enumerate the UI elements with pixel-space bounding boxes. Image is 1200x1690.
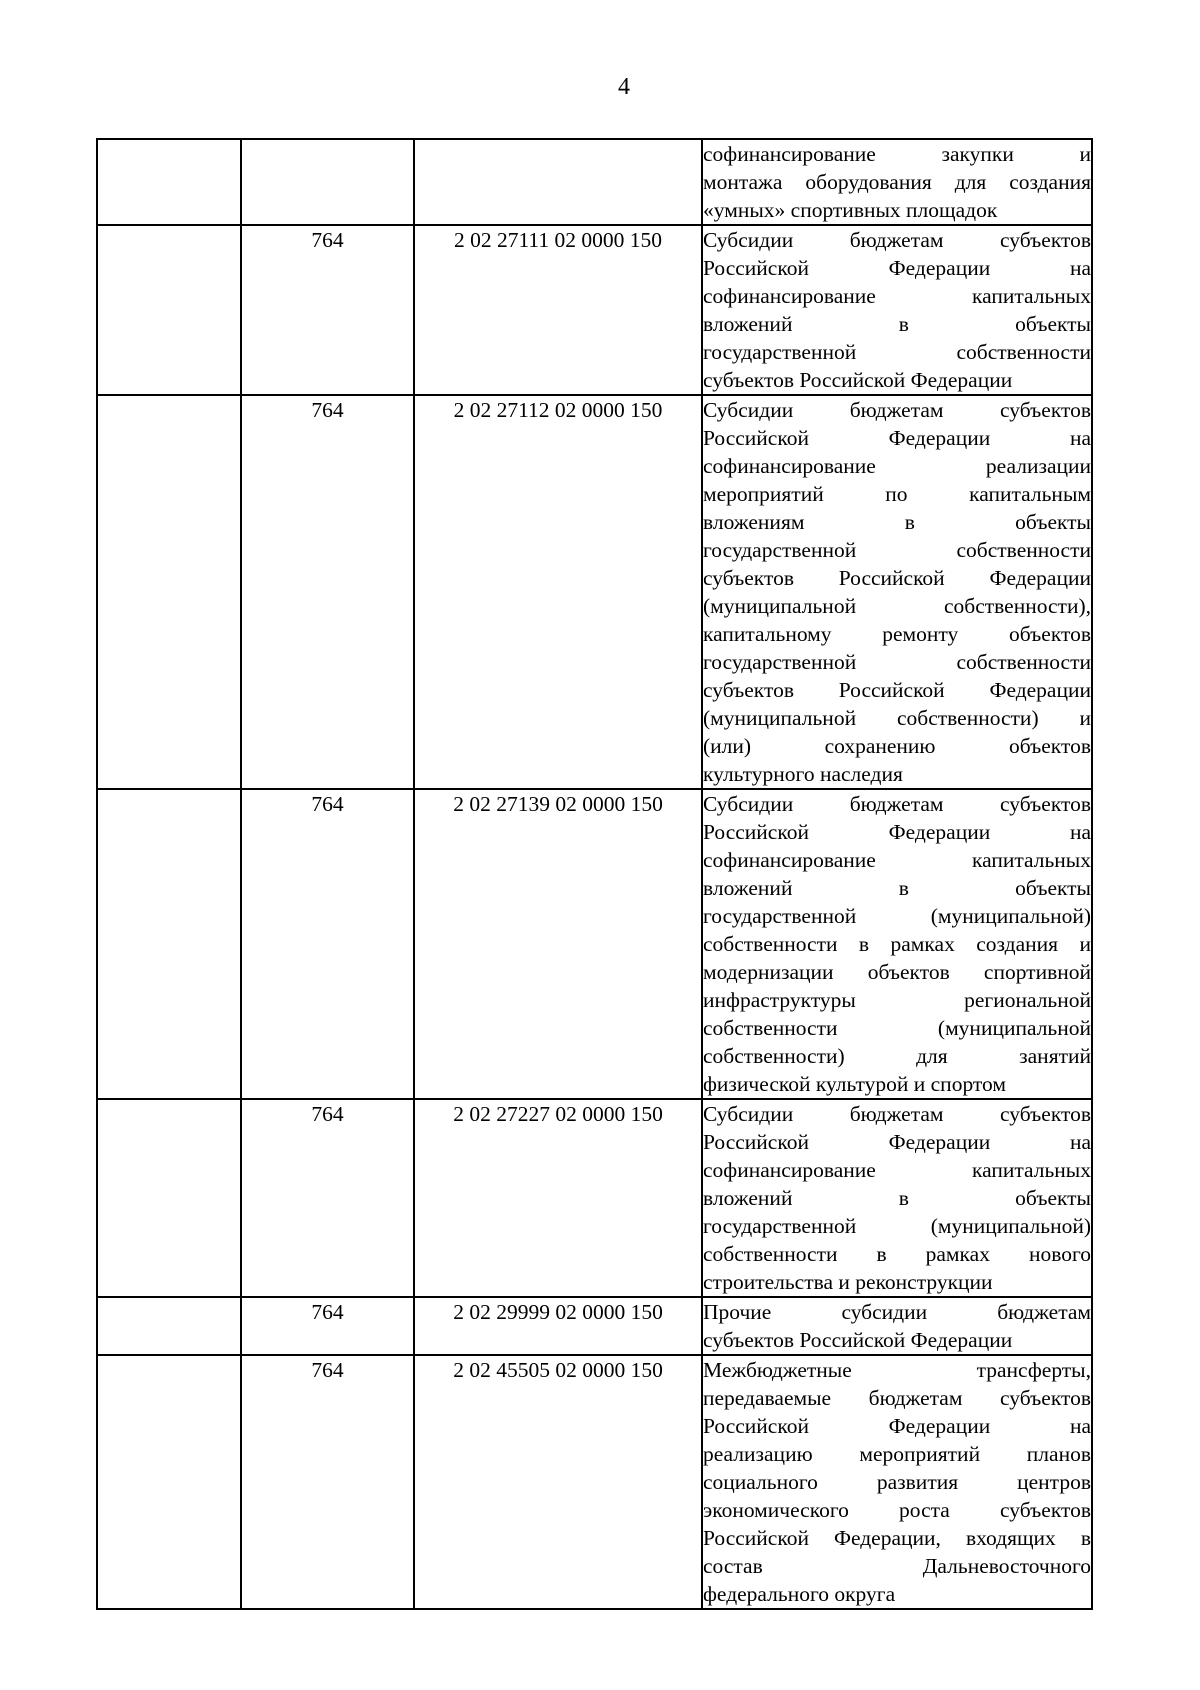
description-cell xyxy=(702,789,1092,1099)
description-line: государственной собственности xyxy=(703,650,1091,674)
description-line: передаваемые бюджетам субъектов xyxy=(703,1386,1091,1410)
admin-code-cell: 764 xyxy=(241,1099,414,1297)
description-line: субъектов Российской Федерации xyxy=(703,566,1091,590)
description-line: Российской Федерации, входящих в xyxy=(703,1526,1091,1550)
budget-classification-code-cell: 2 02 27139 02 0000 150 xyxy=(414,789,702,1099)
description-line: капитальному ремонту объектов xyxy=(703,622,1091,646)
admin-code-cell: 764 xyxy=(241,395,414,789)
description-line: (или) сохранению объектов xyxy=(703,734,1091,758)
description-line: Субсидии бюджетам субъектов xyxy=(703,792,1091,816)
description-line: субъектов Российской Федерации xyxy=(703,1328,1013,1352)
table-row xyxy=(97,139,1092,225)
description-line: строительства и реконструкции xyxy=(703,1270,993,1294)
budget-classification-code-cell: 2 02 27111 02 0000 150 xyxy=(414,225,702,395)
description-line: (муниципальной собственности) и xyxy=(703,706,1091,730)
empty-cell xyxy=(97,1297,241,1355)
budget-classification-code-cell xyxy=(414,139,702,225)
page-number: 4 xyxy=(618,74,630,100)
table-row xyxy=(97,789,1092,1099)
description-line: модернизации объектов спортивной xyxy=(703,960,1091,984)
description-line: софинансирование закупки и xyxy=(703,142,1091,166)
budget-codes-table xyxy=(96,138,1093,1610)
empty-cell xyxy=(97,225,241,395)
description-line: софинансирование капитальных xyxy=(703,284,1091,308)
description-line: вложений в объекты xyxy=(703,876,1091,900)
admin-code-cell: 764 xyxy=(241,789,414,1099)
description-line: реализацию мероприятий планов xyxy=(703,1442,1091,1466)
description-line: собственности в рамках создания и xyxy=(703,932,1091,956)
empty-cell xyxy=(97,1099,241,1297)
description-cell xyxy=(702,1099,1092,1297)
description-line: собственности (муниципальной xyxy=(703,1016,1091,1040)
table-body xyxy=(97,139,1092,1609)
description-line: Субсидии бюджетам субъектов xyxy=(703,228,1091,252)
description-cell xyxy=(702,139,1092,225)
empty-cell xyxy=(97,789,241,1099)
description-line: мероприятий по капитальным xyxy=(703,482,1091,506)
description-line: государственной (муниципальной) xyxy=(703,1214,1091,1238)
description-line: (муниципальной собственности), xyxy=(703,594,1091,618)
description-line: вложениям в объекты xyxy=(703,510,1091,534)
empty-cell xyxy=(97,139,241,225)
description-cell xyxy=(702,1297,1092,1355)
description-line: Российской Федерации на xyxy=(703,820,1091,844)
table-row xyxy=(97,1099,1092,1297)
empty-cell xyxy=(97,395,241,789)
description-line: вложений в объекты xyxy=(703,312,1091,336)
description-line: культурного наследия xyxy=(703,762,903,786)
admin-code-cell xyxy=(241,139,414,225)
table-row xyxy=(97,1297,1092,1355)
description-line: государственной собственности xyxy=(703,538,1091,562)
description-cell xyxy=(702,225,1092,395)
admin-code-cell: 764 xyxy=(241,1297,414,1355)
table-row xyxy=(97,225,1092,395)
admin-code-cell: 764 xyxy=(241,1355,414,1609)
admin-code-cell: 764 xyxy=(241,225,414,395)
description-line: Российской Федерации на xyxy=(703,1414,1091,1438)
description-cell xyxy=(702,1355,1092,1609)
description-line: федерального округа xyxy=(703,1582,896,1606)
budget-classification-code-cell: 2 02 29999 02 0000 150 xyxy=(414,1297,702,1355)
description-line: субъектов Российской Федерации xyxy=(703,678,1091,702)
description-line: софинансирование капитальных xyxy=(703,848,1091,872)
description-line: Субсидии бюджетам субъектов xyxy=(703,398,1091,422)
description-line: Прочие субсидии бюджетам xyxy=(703,1300,1091,1324)
description-line: «умных» спортивных площадок xyxy=(703,198,998,222)
description-line: монтажа оборудования для создания xyxy=(703,170,1091,194)
table-row xyxy=(97,1355,1092,1609)
description-line: состав Дальневосточного xyxy=(703,1554,1091,1578)
description-line: вложений в объекты xyxy=(703,1186,1091,1210)
description-line: софинансирование капитальных xyxy=(703,1158,1091,1182)
description-line: Субсидии бюджетам субъектов xyxy=(703,1102,1091,1126)
description-line: собственности в рамках нового xyxy=(703,1242,1091,1266)
description-line: социального развития центров xyxy=(703,1470,1091,1494)
empty-cell xyxy=(97,1355,241,1609)
budget-classification-code-cell: 2 02 45505 02 0000 150 xyxy=(414,1355,702,1609)
description-cell xyxy=(702,395,1092,789)
description-line: собственности) для занятий xyxy=(703,1044,1091,1068)
budget-classification-code-cell: 2 02 27112 02 0000 150 xyxy=(414,395,702,789)
description-line: государственной собственности xyxy=(703,340,1091,364)
description-line: Российской Федерации на xyxy=(703,426,1091,450)
description-line: государственной (муниципальной) xyxy=(703,904,1091,928)
description-line: экономического роста субъектов xyxy=(703,1498,1091,1522)
description-line: инфраструктуры региональной xyxy=(703,988,1091,1012)
table-row xyxy=(97,395,1092,789)
description-line: Российской Федерации на xyxy=(703,1130,1091,1154)
description-line: физической культурой и спортом xyxy=(703,1072,1006,1096)
description-line: софинансирование реализации xyxy=(703,454,1091,478)
budget-classification-code-cell: 2 02 27227 02 0000 150 xyxy=(414,1099,702,1297)
description-line: Межбюджетные трансферты, xyxy=(703,1358,1091,1382)
description-line: Российской Федерации на xyxy=(703,256,1091,280)
description-line: субъектов Российской Федерации xyxy=(703,368,1013,392)
